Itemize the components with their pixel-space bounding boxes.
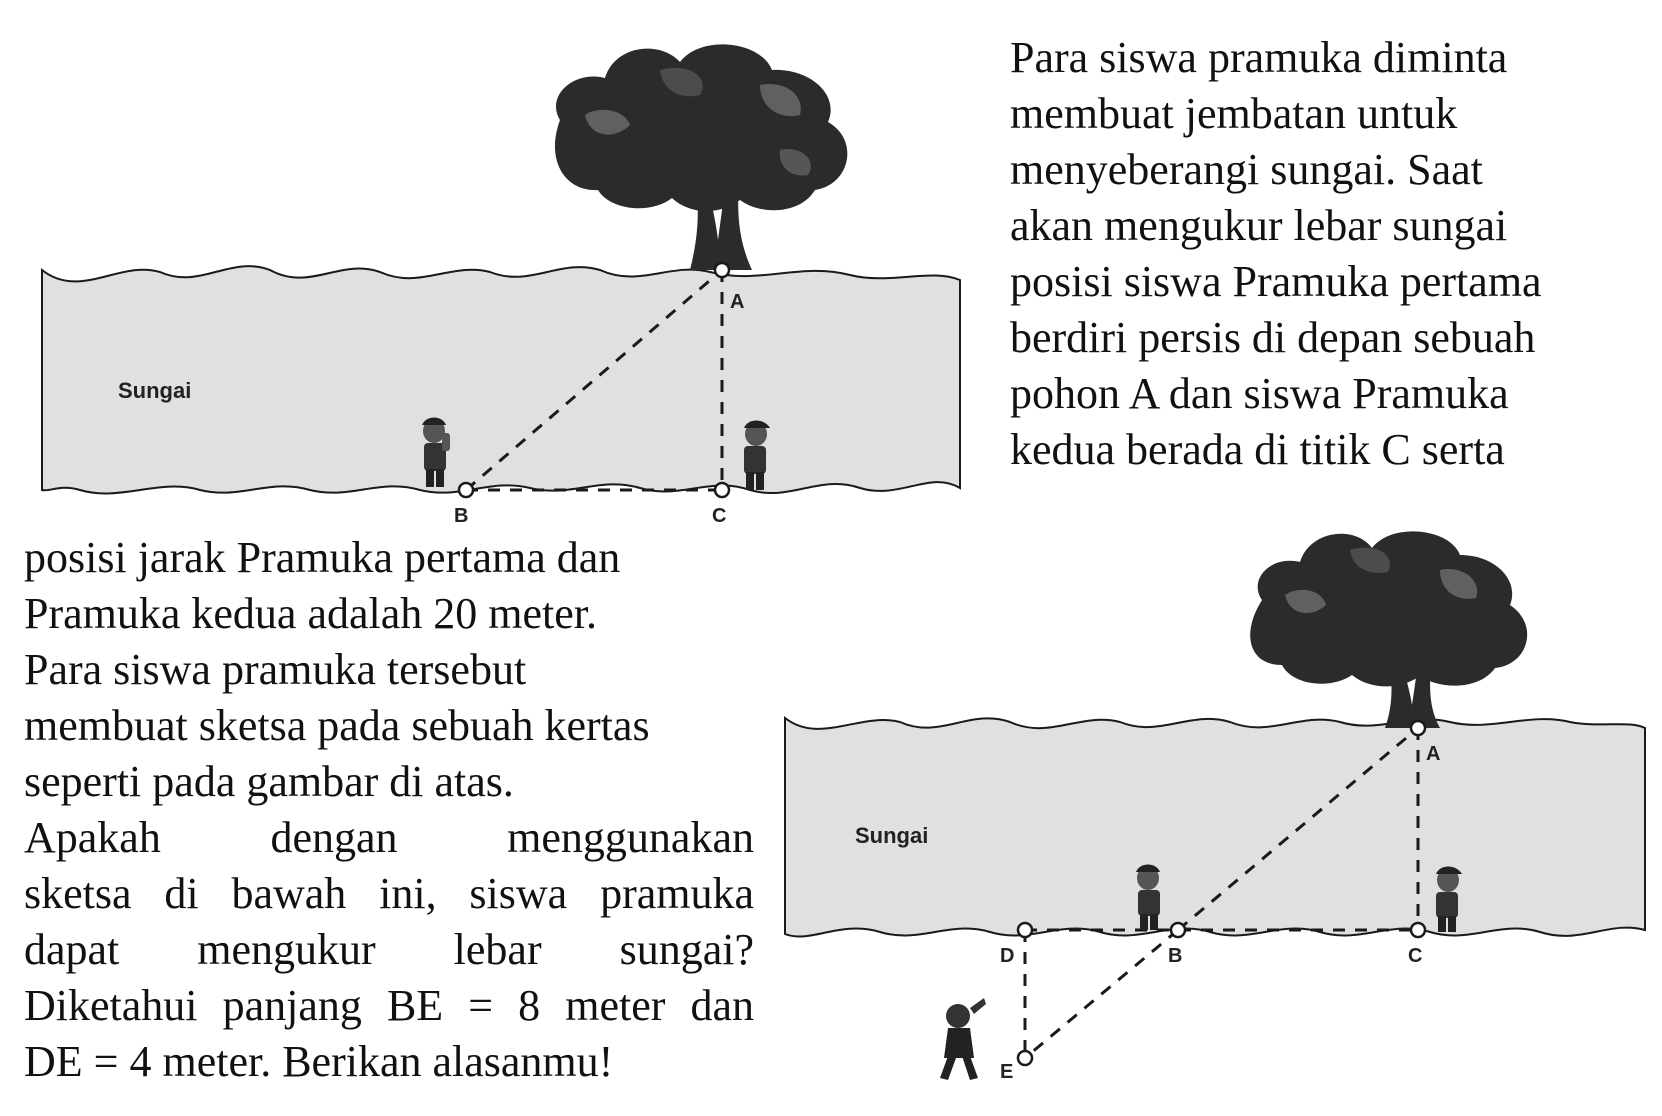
paragraph-bottom-line: membuat sketsa pada sebuah kertas xyxy=(24,701,650,750)
label-a-1: A xyxy=(730,291,745,313)
label-a-2: A xyxy=(1426,743,1441,765)
label-d-2: D xyxy=(1000,945,1015,967)
line-be-2 xyxy=(1025,930,1178,1058)
paragraph-top-line: membuat jembatan untuk xyxy=(1010,89,1458,138)
river-label-1: Sungai xyxy=(118,378,192,403)
paragraph-bottom-line: Apakah dengan menggunakan xyxy=(24,813,754,862)
paragraph-top-line: akan mengukur lebar sungai xyxy=(1010,201,1508,250)
point-e-2 xyxy=(1018,1051,1032,1065)
paragraph-bottom-line: Para siswa pramuka tersebut xyxy=(24,645,527,694)
paragraph-bottom xyxy=(24,530,754,1090)
paragraph-bottom-line: sketsa di bawah ini, siswa pramuka xyxy=(24,869,754,918)
label-c-2: C xyxy=(1408,945,1423,967)
point-a-2 xyxy=(1411,721,1425,735)
label-c-1: C xyxy=(712,505,727,527)
paragraph-top-line: pohon A dan siswa Pramuka xyxy=(1010,369,1509,418)
point-c-1 xyxy=(715,483,729,497)
label-b-2: B xyxy=(1168,945,1183,967)
paragraph-top-line: berdiri persis di depan sebuah xyxy=(1010,313,1536,362)
figure-2-river-diagram xyxy=(770,500,1660,1100)
point-b-2 xyxy=(1171,923,1185,937)
scout-5-icon xyxy=(940,998,986,1080)
point-b-1 xyxy=(459,483,473,497)
tree-1-icon xyxy=(555,44,847,270)
paragraph-bottom-line: seperti pada gambar di atas. xyxy=(24,757,514,806)
paragraph-top-line: posisi siswa Pramuka pertama xyxy=(1010,257,1542,306)
point-d-2 xyxy=(1018,923,1032,937)
label-b-1: B xyxy=(454,505,469,527)
paragraph-top-line: Para siswa pramuka diminta xyxy=(1010,33,1508,82)
river-label-2: Sungai xyxy=(855,823,929,848)
tree-2-icon xyxy=(1250,531,1527,728)
paragraph-bottom-line: dapat mengukur lebar sungai? xyxy=(24,925,754,974)
paragraph-bottom-line: Diketahui panjang BE = 8 meter dan xyxy=(24,981,754,1030)
point-a-1 xyxy=(715,263,729,277)
paragraph-bottom-line: posisi jarak Pramuka pertama dan xyxy=(24,533,621,582)
paragraph-top-line: kedua berada di titik C serta xyxy=(1010,425,1505,474)
paragraph-bottom-line: Pramuka kedua adalah 20 meter. xyxy=(24,589,598,638)
paragraph-top xyxy=(1010,30,1542,478)
figure-1-river-diagram xyxy=(0,0,1000,540)
label-e-2: E xyxy=(1000,1061,1014,1083)
point-c-2 xyxy=(1411,923,1425,937)
paragraph-top-line: menyeberangi sungai. Saat xyxy=(1010,145,1483,194)
paragraph-bottom-line: DE = 4 meter. Berikan alasanmu! xyxy=(24,1037,614,1086)
